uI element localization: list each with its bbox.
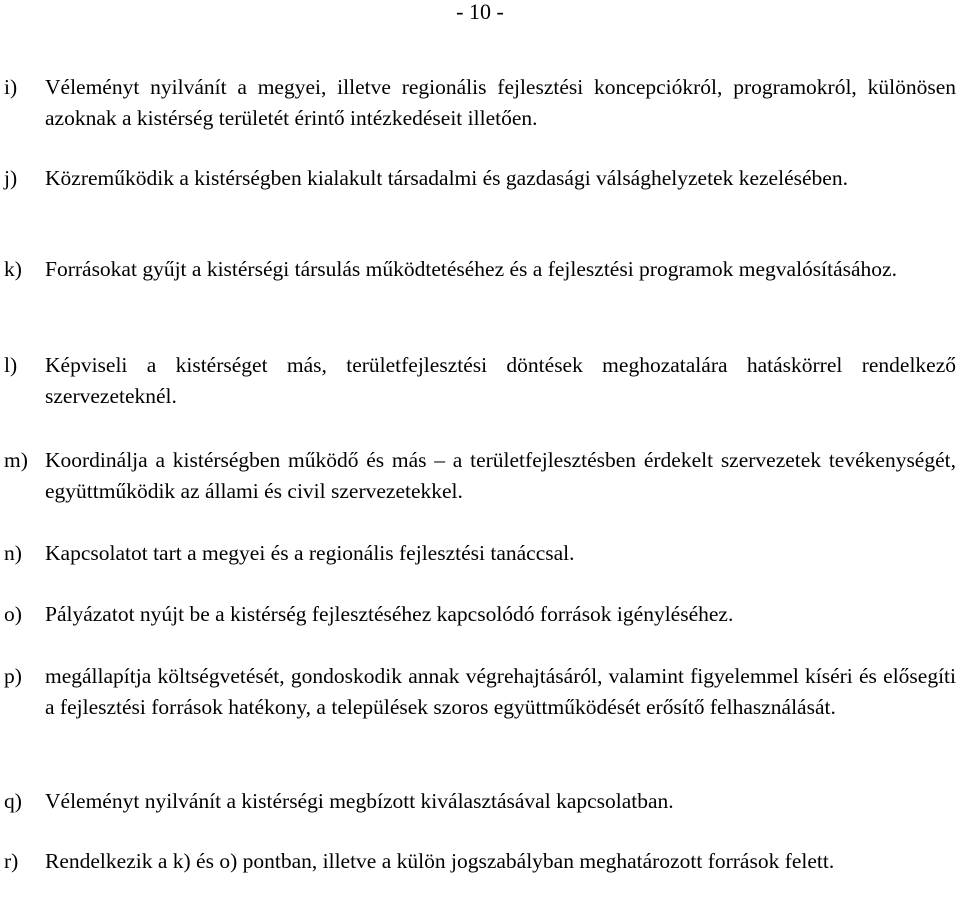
list-item-text: Véleményt nyilvánít a kistérségi megbízott kiválasztásával kapcsolatban. xyxy=(45,789,674,813)
list-item-text: Koordinálja a kistérségben működő és más – a területfejlesztésben érdekelt szervezetek tevékenységét, együttműködik az állami és civil szervezetekkel. xyxy=(45,448,956,503)
list-marker: j) xyxy=(4,166,18,190)
list-marker: m) xyxy=(4,448,28,472)
list-item-text: Pályázatot nyújt be a kistérség fejlesztéséhez kapcsolódó források igényléséhez. xyxy=(45,602,734,626)
list-item-text: Kapcsolatot tart a megyei és a regionális fejlesztési tanáccsal. xyxy=(45,541,575,565)
list-marker: q) xyxy=(4,789,22,813)
list-item-text: megállapítja költségvetését, gondoskodik annak végrehajtásáról, valamint figyelemmel kíséri és elősegíti a fejlesztési források hatékony, a települések szoros együttműködését erősítő felhasználását. xyxy=(45,664,956,719)
list-marker: i) xyxy=(4,75,18,99)
list-marker: o) xyxy=(4,602,22,626)
list-marker: l) xyxy=(4,353,18,377)
list-marker: p) xyxy=(4,664,22,688)
list-item-text: Képviseli a kistérséget más, területfejlesztési döntések meghozatalára hatáskörrel rendelkező szervezeteknél. xyxy=(45,353,956,408)
list-marker: k) xyxy=(4,257,22,281)
list-item-text: Közreműködik a kistérségben kialakult társadalmi és gazdasági válsághelyzetek kezelésében. xyxy=(45,166,848,190)
list-marker: n) xyxy=(4,541,22,565)
list-item-text: Véleményt nyilvánít a megyei, illetve regionális fejlesztési koncepciókról, programokról, különösen azoknak a kistérség területét érintő intézkedéseit illetően. xyxy=(45,75,956,130)
list-marker: r) xyxy=(4,849,19,873)
list-item-text: Rendelkezik a k) és o) pontban, illetve a külön jogszabályban meghatározott források felett. xyxy=(45,849,835,873)
list-item-text: Forrásokat gyűjt a kistérségi társulás működtetéséhez és a fejlesztési programok megvalósításához. xyxy=(45,257,897,281)
page-number: - 10 - xyxy=(456,0,504,24)
